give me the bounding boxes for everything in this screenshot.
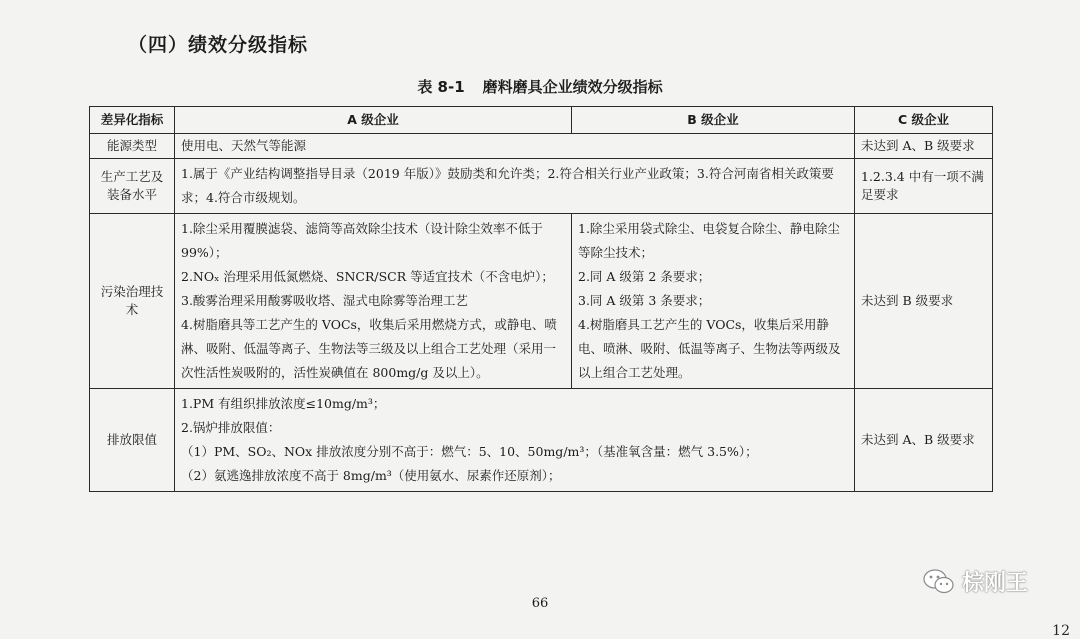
wechat-icon [922,568,956,596]
pollution-b-item-1: 1.除尘采用袋式除尘、电袋复合除尘、静电除尘等除尘技术； [578,221,840,261]
page-number: 66 [531,596,549,611]
header-grade-a: A 级企业 [175,107,572,134]
pollution-b-item-2: 2.同 A 级第 2 条要求； [578,269,711,285]
header-indicator: 差异化指标 [90,107,175,134]
pollution-a-item-2: 2.NOₓ 治理采用低氮燃烧、SNCR/SCR 等适宜技术（不含电炉）； [181,269,554,285]
table-title: 磨料磨具企业绩效分级指标 [482,78,663,96]
row-process [90,159,993,214]
emission-item-4: （2）氨逃逸排放浓度不高于 8mg/m³（使用氨水、尿素作还原剂）； [181,468,561,484]
emission-c: 未达到 A、B 级要求 [855,389,993,492]
header-row [90,107,993,134]
section-heading: （四）绩效分级指标 [128,34,309,56]
pollution-a [175,214,572,389]
pollution-a-item-1: 1.除尘采用覆膜滤袋、滤筒等高效除尘技术（设计除尘效率不低于 99%）； [181,221,543,261]
emission-ab [175,389,855,492]
pollution-label: 污染治理技术 [90,214,175,389]
pollution-b-item-3: 3.同 A 级第 3 条要求； [578,293,711,309]
process-c: 1.2.3.4 中有一项不满足要求 [855,159,993,214]
performance-grading-table [89,106,993,492]
row-emission [90,389,993,492]
energy-ab: 使用电、天然气等能源 [175,134,855,159]
process-label: 生产工艺及装备水平 [90,159,175,214]
energy-c: 未达到 A、B 级要求 [855,134,993,159]
emission-item-1: 1.PM 有组织排放浓度≤10mg/m³； [181,396,386,412]
pollution-a-item-4: 4.树脂磨具等工艺产生的 VOCs，收集后采用燃烧方式，或静电、喷淋、吸附、低温等离子、生物法等三级及以上组合工艺处理（采用一次性活性炭吸附的，活性炭碘值在 800mg/g 及以上）。 [181,317,557,381]
pollution-c: 未达到 B 级要求 [855,214,993,389]
process-ab-text: 1.属于《产业结构调整指导目录（2019 年版）》鼓励类和允许类；2.符合相关行业产业政策；3.符合河南省相关政策要求；4.符合市级规划。 [181,166,834,206]
pollution-b [572,214,855,389]
process-ab [175,159,855,214]
header-grade-c: C 级企业 [855,107,993,134]
emission-item-3: （1）PM、SO₂、NOx 排放浓度分别不高于：燃气：5、10、50mg/m³；（基准氧含量：燃气 3.5%）； [181,444,758,460]
emission-item-2: 2.锅炉排放限值： [181,420,281,436]
table-caption [0,76,1080,97]
corner-page-mark: 12 [1052,623,1070,639]
emission-label: 排放限值 [90,389,175,492]
header-grade-b: B 级企业 [572,107,855,134]
pollution-a-item-3: 3.酸雾治理采用酸雾吸收塔、湿式电除雾等治理工艺 [181,293,468,309]
pollution-b-item-4: 4.树脂磨具工艺产生的 VOCs，收集后采用静电、喷淋、吸附、低温等离子、生物法等两级及以上组合工艺处理。 [578,317,841,381]
energy-label: 能源类型 [90,134,175,159]
row-pollution [90,214,993,389]
table-number: 表 8-1 [417,78,465,96]
row-energy [90,134,993,159]
watermark-text: 棕刚王 [962,571,1029,596]
watermark [922,566,1028,597]
